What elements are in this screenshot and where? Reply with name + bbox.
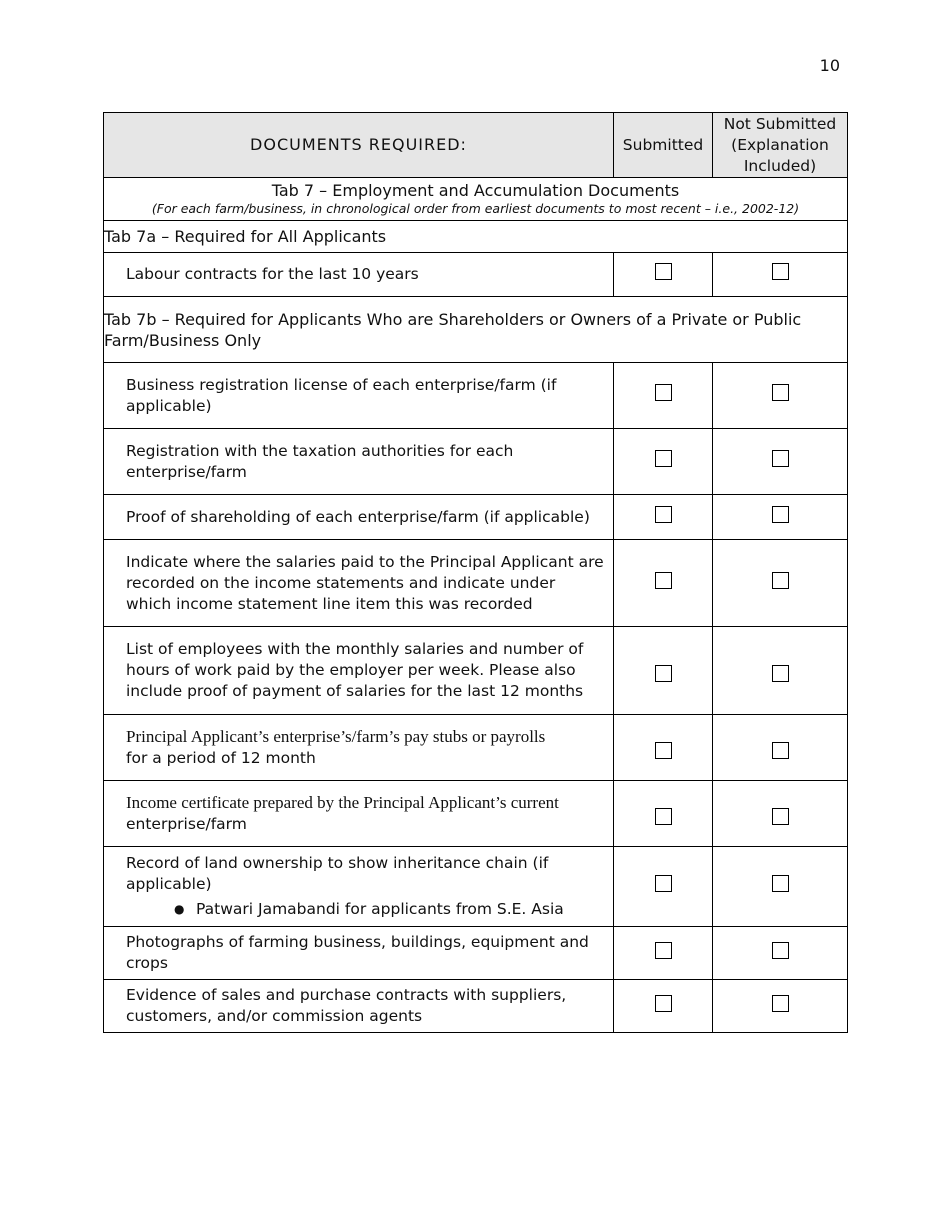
tab7-title: Tab 7 – Employment and Accumulation Documents bbox=[271, 181, 680, 200]
not-submitted-checkbox[interactable] bbox=[772, 942, 789, 959]
submitted-checkbox[interactable] bbox=[655, 665, 672, 682]
not-submitted-checkbox[interactable] bbox=[772, 995, 789, 1012]
document-label: Photographs of farming business, buildings, equipment and crops bbox=[104, 927, 614, 980]
page-number: 10 bbox=[819, 56, 840, 75]
submitted-checkbox[interactable] bbox=[655, 450, 672, 467]
not-submitted-checkbox[interactable] bbox=[772, 808, 789, 825]
tab7a-title: Tab 7a – Required for All Applicants bbox=[104, 221, 848, 253]
table-row bbox=[104, 847, 848, 927]
submitted-checkbox[interactable] bbox=[655, 995, 672, 1012]
table-header-row bbox=[104, 113, 848, 178]
submitted-checkbox[interactable] bbox=[655, 384, 672, 401]
table-row bbox=[104, 927, 848, 980]
not-submitted-checkbox[interactable] bbox=[772, 665, 789, 682]
tab7-note: (For each farm/business, in chronological order from earliest documents to most recent – i.e., 2002-12) bbox=[151, 201, 800, 216]
not-submitted-checkbox[interactable] bbox=[772, 875, 789, 892]
table-row bbox=[104, 715, 848, 781]
table-row bbox=[104, 540, 848, 627]
document-label: List of employees with the monthly salaries and number of hours of work paid by the employer per week. Please also include proof of payment of salaries for the last 12 months bbox=[104, 627, 614, 715]
not-submitted-checkbox[interactable] bbox=[772, 384, 789, 401]
submitted-checkbox[interactable] bbox=[655, 506, 672, 523]
submitted-checkbox[interactable] bbox=[655, 572, 672, 589]
not-submitted-checkbox[interactable] bbox=[772, 742, 789, 759]
not-submitted-checkbox[interactable] bbox=[772, 263, 789, 280]
document-label: Income certificate prepared by the Principal Applicant’s current enterprise/farm bbox=[104, 781, 614, 847]
not-submitted-checkbox[interactable] bbox=[772, 450, 789, 467]
submitted-checkbox[interactable] bbox=[655, 263, 672, 280]
documents-required-table bbox=[103, 112, 848, 1033]
document-label: Registration with the taxation authorities for each enterprise/farm bbox=[104, 429, 614, 495]
not-submitted-checkbox[interactable] bbox=[772, 572, 789, 589]
submitted-checkbox[interactable] bbox=[655, 742, 672, 759]
submitted-checkbox[interactable] bbox=[655, 942, 672, 959]
tab7b-title: Tab 7b – Required for Applicants Who are Shareholders or Owners of a Private or Public Farm/Business Only bbox=[104, 297, 848, 363]
bullet-item: ● Patwari Jamabandi for applicants from S.E. Asia bbox=[174, 900, 564, 918]
tab7b-section-row bbox=[104, 297, 848, 363]
table-row bbox=[104, 495, 848, 540]
header-submitted: Submitted bbox=[614, 113, 713, 178]
document-label: Business registration license of each enterprise/farm (if applicable) bbox=[104, 363, 614, 429]
document-label: Labour contracts for the last 10 years bbox=[104, 253, 614, 297]
header-not-submitted: Not Submitted (Explanation Included) bbox=[713, 113, 848, 178]
bullet-icon: ● bbox=[174, 902, 185, 916]
document-label: Principal Applicant’s enterprise’s/farm’s pay stubs or payrolls for a period of 12 month bbox=[104, 715, 614, 781]
table-row bbox=[104, 429, 848, 495]
table-row bbox=[104, 363, 848, 429]
tab7a-section-row bbox=[104, 221, 848, 253]
document-label: Indicate where the salaries paid to the Principal Applicant are recorded on the income statements and indicate under which income statement line item this was recorded bbox=[104, 540, 614, 627]
document-label: Evidence of sales and purchase contracts with suppliers, customers, and/or commission agents bbox=[104, 980, 614, 1033]
document-label: Record of land ownership to show inheritance chain (if applicable) ● Patwari Jamabandi for applicants from S.E. Asia bbox=[104, 847, 614, 927]
submitted-checkbox[interactable] bbox=[655, 808, 672, 825]
table-row bbox=[104, 980, 848, 1033]
table-row bbox=[104, 253, 848, 297]
table-row bbox=[104, 781, 848, 847]
tab7-heading-row bbox=[104, 178, 848, 221]
document-label: Proof of shareholding of each enterprise/farm (if applicable) bbox=[104, 495, 614, 540]
header-documents-required: DOCUMENTS REQUIRED: bbox=[104, 113, 614, 178]
not-submitted-checkbox[interactable] bbox=[772, 506, 789, 523]
table-row bbox=[104, 627, 848, 715]
submitted-checkbox[interactable] bbox=[655, 875, 672, 892]
